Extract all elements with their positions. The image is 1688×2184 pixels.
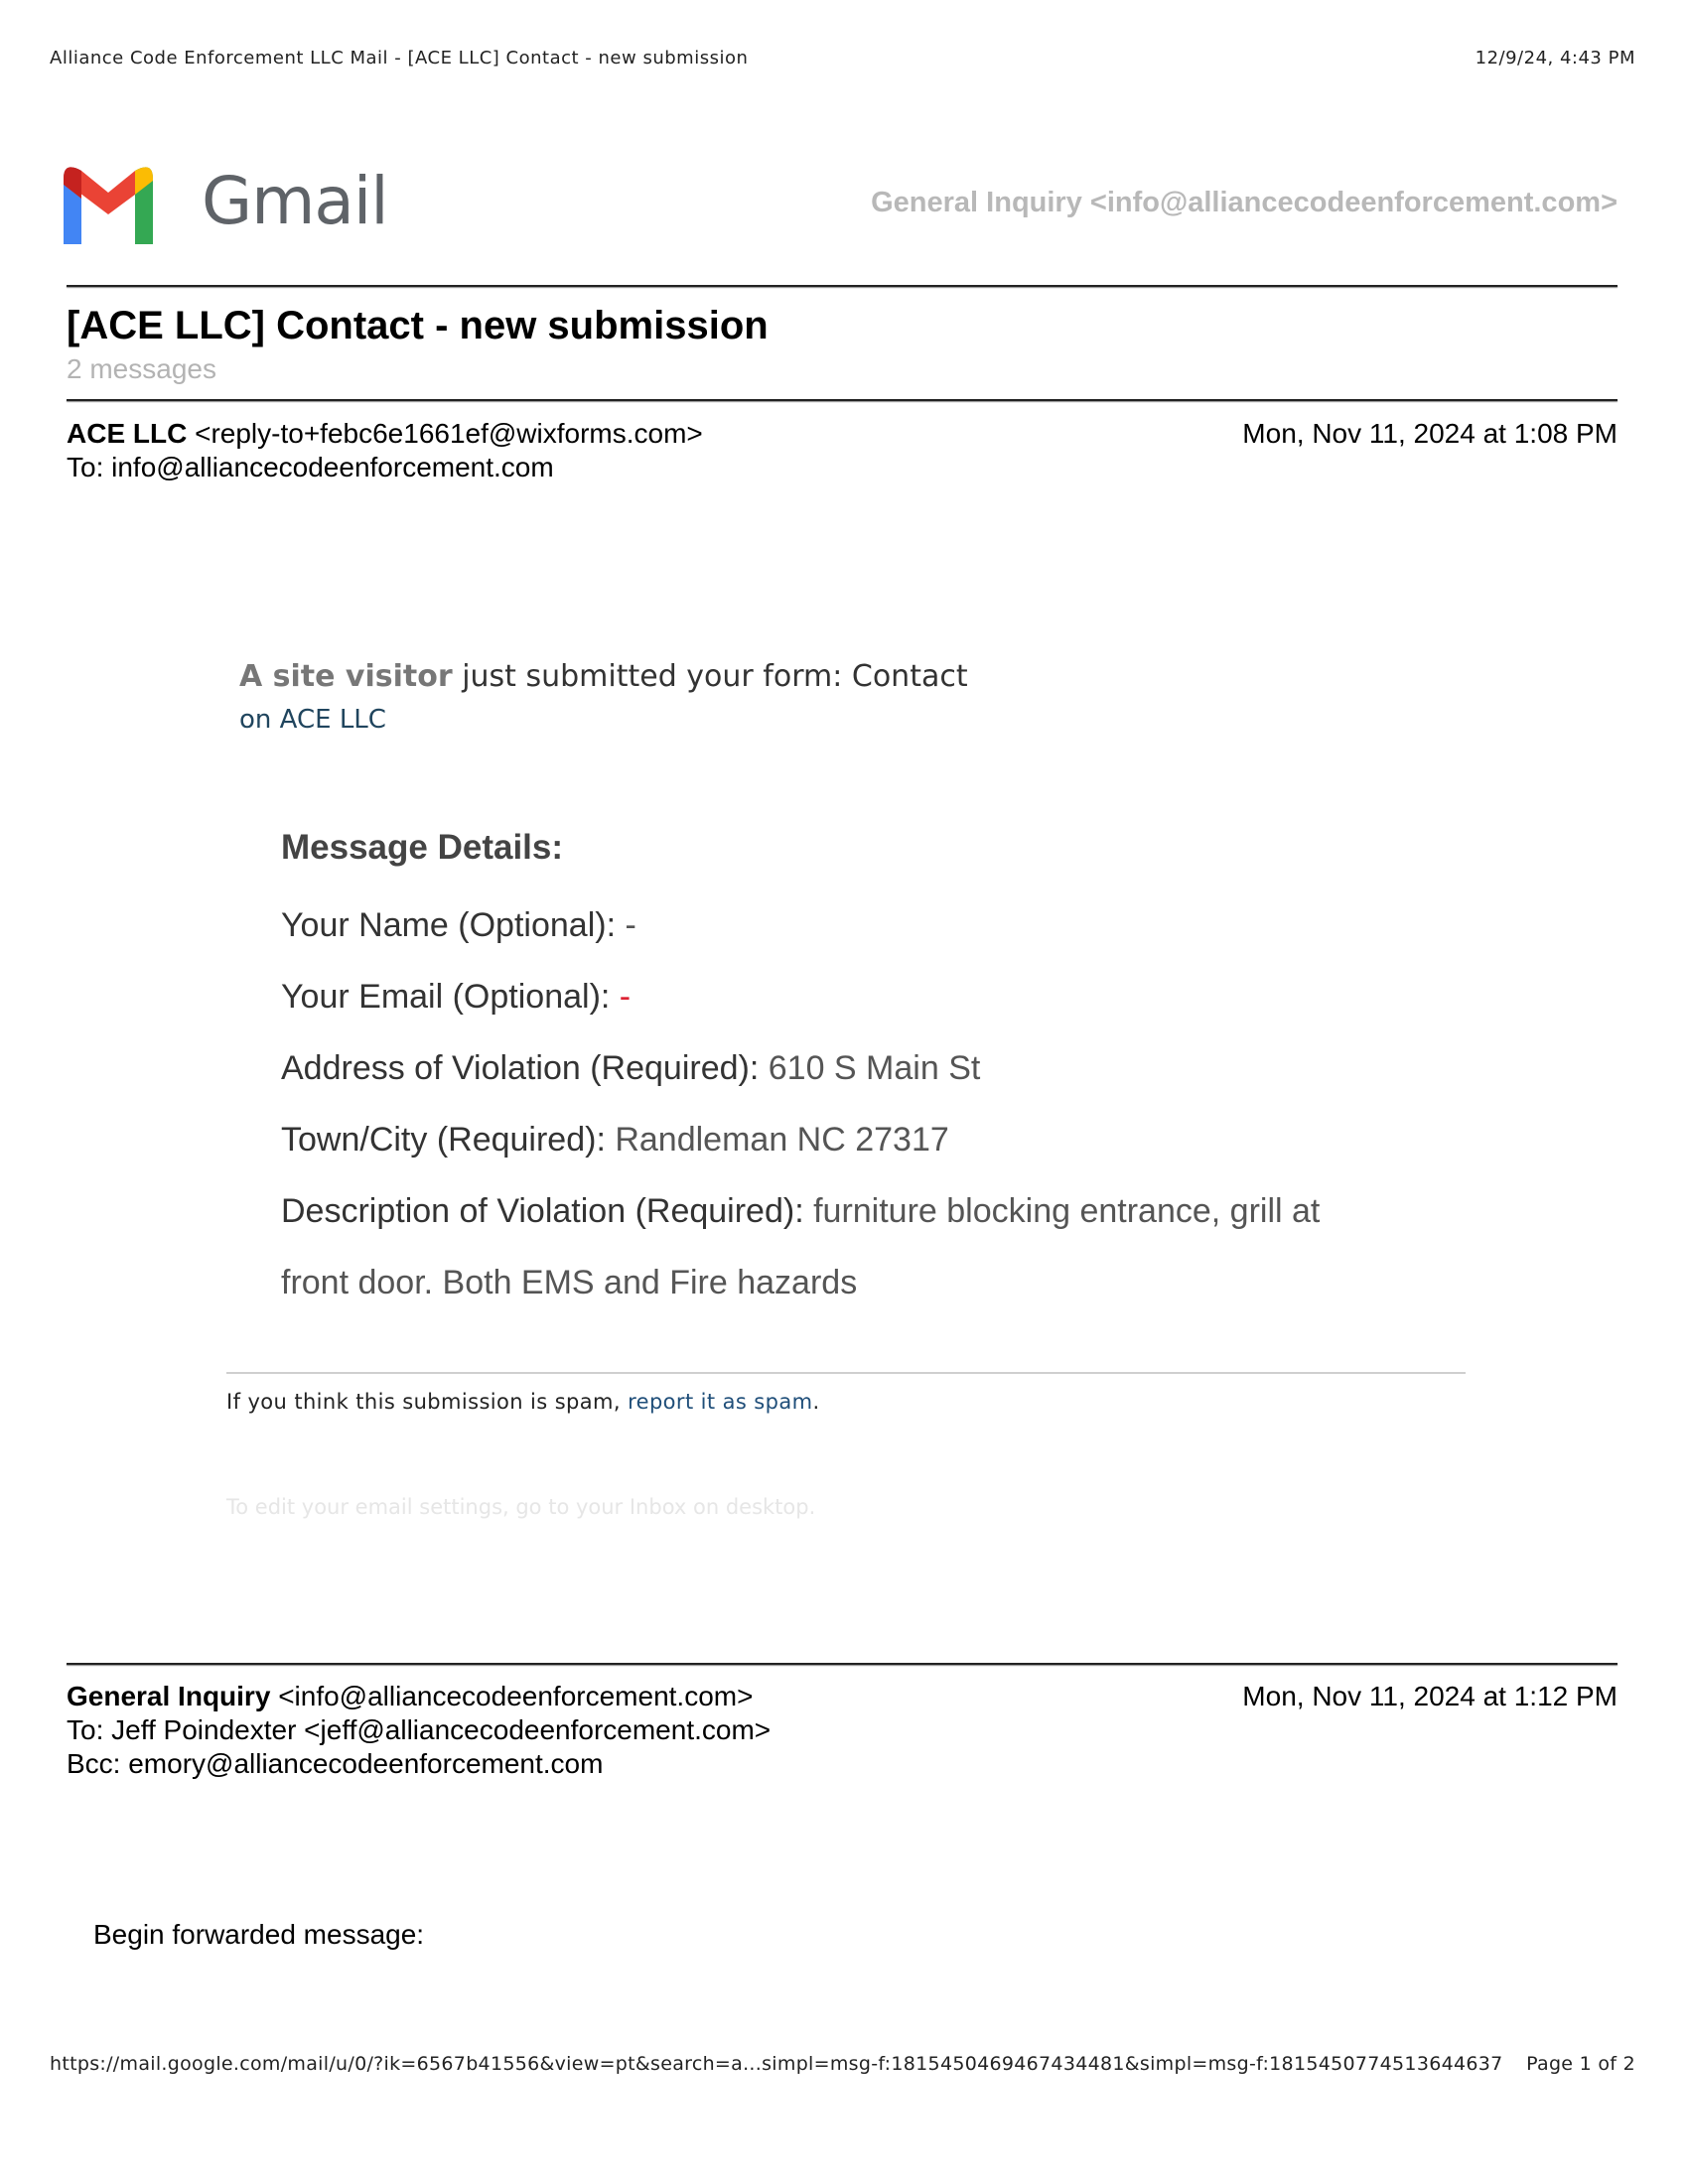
divider xyxy=(226,1372,1466,1374)
print-date: 12/9/24, 4:43 PM xyxy=(1475,48,1635,68)
settings-note: To edit your email settings, go to your Inbox on desktop. xyxy=(226,1495,816,1519)
message-count: 2 messages xyxy=(67,353,216,384)
sender-email: <reply-to+febc6e1661ef@wixforms.com> xyxy=(195,418,703,449)
field-label: Description of Violation (Required): xyxy=(281,1192,804,1230)
print-page-title: Alliance Code Enforcement LLC Mail - [ACE LLC] Contact - new submission xyxy=(50,48,749,68)
details-list xyxy=(281,889,1320,1318)
detail-row xyxy=(281,961,1320,1032)
field-value: Randleman NC 27317 xyxy=(615,1121,949,1159)
detail-row xyxy=(281,1104,1320,1175)
field-label: Your Name (Optional): xyxy=(281,906,617,944)
message-1-to: To: info@alliancecodeenforcement.com xyxy=(67,452,554,482)
field-value: - xyxy=(625,906,636,944)
spam-prefix: If you think this submission is spam, xyxy=(226,1390,629,1414)
field-value: furniture blocking entrance, grill at xyxy=(813,1192,1321,1230)
report-spam-link[interactable]: report it as spam xyxy=(628,1390,813,1414)
detail-row xyxy=(281,1175,1320,1247)
message-1-date: Mon, Nov 11, 2024 at 1:08 PM xyxy=(1242,418,1618,449)
message-2-date: Mon, Nov 11, 2024 at 1:12 PM xyxy=(1242,1681,1618,1711)
message-1-from xyxy=(67,417,703,451)
sender-name: ACE LLC xyxy=(67,418,188,449)
detail-row xyxy=(281,889,1320,961)
divider xyxy=(67,285,1618,287)
field-label: Town/City (Required): xyxy=(281,1121,606,1159)
field-label: Your Email (Optional): xyxy=(281,978,611,1016)
account-label: General Inquiry <info@alliancecodeenforcement.com> xyxy=(871,187,1618,218)
message-2-to: To: Jeff Poindexter <jeff@alliancecodeenforcement.com> xyxy=(67,1714,772,1745)
sender-email: <info@alliancecodeenforcement.com> xyxy=(278,1681,754,1711)
gmail-wordmark: Gmail xyxy=(202,163,388,239)
divider xyxy=(67,1663,1618,1665)
spam-note xyxy=(226,1390,820,1414)
details-title: Message Details: xyxy=(281,828,564,867)
thread-subject: [ACE LLC] Contact - new submission xyxy=(67,304,769,347)
page-number: Page 1 of 2 xyxy=(1526,2053,1635,2075)
detail-row xyxy=(281,1032,1320,1104)
field-value-continued: front door. Both EMS and Fire hazards xyxy=(281,1264,858,1301)
forward-note: Begin forwarded message: xyxy=(93,1919,425,1950)
sender-name: General Inquiry xyxy=(67,1681,271,1711)
print-url: https://mail.google.com/mail/u/0/?ik=6567b41556&view=pt&search=a...simpl=msg-f:1815450469467434481&simpl=msg-f:1815450774513644637 xyxy=(50,2053,1503,2075)
intro-bold: A site visitor xyxy=(239,659,453,694)
detail-row-continued xyxy=(281,1247,1320,1318)
field-label: Address of Violation (Required): xyxy=(281,1049,760,1087)
intro-rest: just submitted your form: Contact xyxy=(452,659,968,694)
form-site: on ACE LLC xyxy=(239,705,386,735)
spam-suffix: . xyxy=(812,1390,820,1414)
message-2-bcc: Bcc: emory@alliancecodeenforcement.com xyxy=(67,1748,604,1779)
field-value: 610 S Main St xyxy=(768,1049,981,1087)
gmail-m-icon xyxy=(56,157,161,244)
form-intro xyxy=(239,659,968,694)
field-value: - xyxy=(619,978,632,1016)
message-2-from xyxy=(67,1680,753,1713)
divider xyxy=(67,399,1618,401)
gmail-logo xyxy=(56,157,161,249)
